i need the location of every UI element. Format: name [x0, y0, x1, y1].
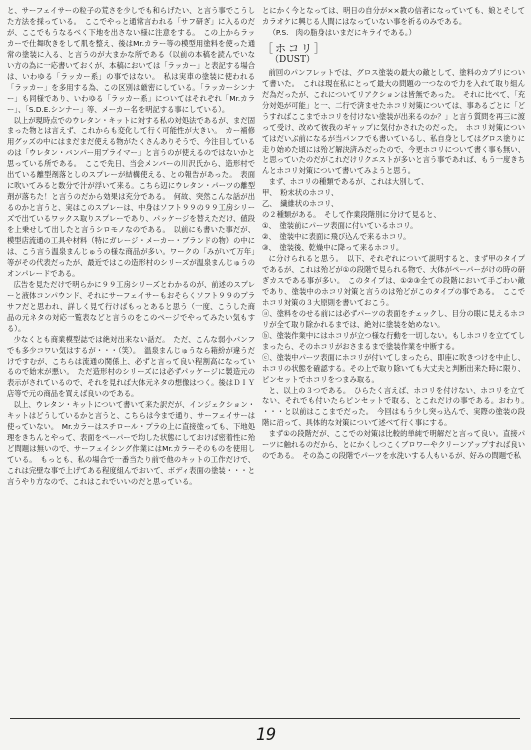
paragraph: に分けられると思う。 以下、それぞれについて説明すると、まず甲のタイプであるが、これは殆どが①の段階で見られる物で、大体がペーパーがけの時の研ぎカスである事が多い。 このタイプは、①②③全ての段階において手ごわい敵であり、塗装中のホコリ対策と言うのは殆どがこのタイプの事である。 ここでホコリ対策の３大原則を書いておこう。: [262, 254, 525, 307]
section-heading: ［ホコリ］: [262, 41, 327, 55]
principle-text: 塗装作業中にはホコリが立つ様な行動を一切しない。もしホコリを立ててしまったら、そのホコリがおさまるまで塗装作業を中断する。: [262, 330, 525, 351]
principle-item: [262, 309, 525, 331]
paragraph: 以上、ウレタン・キットについて書いて来た訳だが、インジェクション・キットはどうしているかと言うと、こちらは今まで通り、サーフェイサーは使っていない。 Mr.カラーはスチロール・プラの上に直接塗っても、下地処理をきちんとやって、表面をペーパーで均した状態にしておけば密着性に殆ど問題は無いので、サーフェイシング作業にはMr.カラーそのものを使用している。 もっとも、私の場合で一番当たり前で他のキットの工作だけで、これは完壁な事で上げてある程度組んでおいて、ボディ表面の塗装・・・と言うやり方なので、これはこれでいいのだと思っている。: [7, 400, 255, 486]
principle-item: [262, 353, 525, 386]
list-item: の２種類がある。 そして作業段階別に分けて見ると、: [262, 210, 441, 220]
paragraph: 以上が現時点でのウレタン・キットに対する私の対処法であるが、まだ固まった物とは言えず、これからも変化して行く可能性が大きい。 カー補修用グッズの中にはまだまだ使える物がたくさんありそうで、今注目しているのは「ウレタン・バンパー用プライマー」と言うのが使えるのではないかと思っている所である。 ここで先日、当会メンバーの川沢氏から、造形村で出ている離型剤落としのスプレーが結構使える、との報告があった。 表面に吹いてみると数分で汁が浮いて来る。こちら辺にウレタン・パーツの離型剤が落ちた！と言うのだから効果は充分である。 何故、突然こんな話が出るのかと言うと、実はこのスプレーは、中身はソフト９９の９９工房シリーズで出ているワックス取りスプレーであり、パッケージを替えただけ、値段を上乗せして出したと言うシロモノなのである。 以前にも書いた事だが、模型店流通の工具や材料（特にガレージ・メーカー・ブランドの物）の中には、こう言う温泉まんじゅうの様な商品が多い。ワークの「みがいて万年」等がその代表だったが、最近ではこの造形村のシリーズが温泉まんじゅうのオンパレードである。: [7, 115, 255, 278]
section-subheading: （DUST）: [270, 54, 315, 65]
paragraph: まず①の段階だが、ここでの対策は比較的単純で明解だと言って良い。直接パーツに触れるのだから、とにかくしつこくブロワーやクリーンアップすれば良いのである。 その為この段階でパーツを水洗いする人もいるが、好みの問題で私: [262, 429, 525, 461]
principle-text: 塗料をのせる前には必ずパーツの表面をチェックし、目分の眼に見えるホコリが全て取り除かれるまでは、絶対に塗装を始めない。: [262, 308, 525, 329]
list-item: 乙、 繊維状のホコリ、: [262, 199, 339, 209]
principle-item: [262, 331, 525, 353]
paragraph: 広告を見ただけで明らかに９９工房シリーズとわかるのが、前述のスプレーと液体コンパウンド、それにサーフェイサーもおそらくソフト９９のプラサフだと思われ、詳しく見て行けばもっとあると思う（一度、こうした商品の元ネタの対応一覧表などと言うのをこのページでやってみたい気もする）。: [7, 279, 255, 333]
right-column: [262, 6, 525, 726]
paragraph: とにかく今となっては、明日の自分が××教の信者になっていても、娘とそしてカラオケに興じる人間にはなっていない事を祈るのみである。: [262, 6, 525, 26]
paragraph: と、サーフェイサーの粒子の荒さを少しでも和らげたい、と言う事でこうした方法を採っている。 ここでやっと通常言われる「サフ研ぎ」に入るのだが、ここでもうなるべく下地を出さない様に注意をする。 この上からラッカーで仕舞吹きをして肌を整え、後はMr.カラー等の模型用塗料を使った通常の塗装に入る、と言うのが大まかな所である（以前の本稿を読んでいない方の為に一応書いておくが、本稿においては「ラッカー」と表記する場合は、いわゆる「ラッカー系」の事ではない。 私は実車の塗装に使われる「ラッカー」を多用する為、この区別は厳密にしている。「ラッカーシンナー」も同様であり、いわゆる「ラッカー系」についてはそれぞれ「Mr.カラー」、「S.D.E.シンナー」等、メーカー名を明記する事にしている）。: [7, 6, 255, 114]
list-item: ③、 塗装後、乾燥中に降って来るホコリ。: [262, 243, 404, 253]
paragraph: まず、ホコリの種類であるが、これは大別して、: [268, 177, 429, 187]
list-item: ①、 塗装前にパーツ表面に付いているホコリ。: [262, 221, 418, 231]
footer-rule: [10, 718, 520, 719]
paragraph: 少なくとも商業模型誌では絶対出来ない話だ。 ただ、こんな弱小パンフでも多少コワい気はするが・・・（笑）。 温泉まんじゅうなら箱紛が違うだけですむが、こちらは流通の関係上、必ずと言って良い程割高になっているので始末が悪い。 ただ造形村のシリーズには必ずパッケージに製造元の表示がされているので、それを見れば大体元ネタの想像はつく。後はＤＩＹ店等で元の商品を買えば良いのである。: [7, 334, 255, 399]
list-item: ②、 塗装中に表面に飛び込んで来るホコリ。: [262, 232, 411, 242]
page-number: 19: [255, 725, 277, 745]
principle-text: 塗装中パーツ表面にホコリが付いてしまったら、即座に吹きつけを中止し、ホコリの状態を確認する。その上で取り除いても大丈夫と判断出来た時に限り、ピンセットでホコリをつまみ取る。: [262, 352, 525, 384]
paragraph: と、以上の３つである。 ひらたく言えば、ホコリを付けない、ホコリを立てない、それでも付いたらピンセットで取る、とこれだけの事である。おわり。 ・・・と以前はここまでだった。 今回はもう少し突っ込んで、実際の塗装の段階に沿って、具体的な対策について述べて行く事にする。: [262, 385, 525, 428]
postscript: （P.S. 肉の脂身はいまだにキライである。）: [268, 27, 416, 37]
principle-mark: ⓐ、: [262, 308, 277, 318]
left-column: [7, 6, 255, 726]
principle-mark: ⓒ、: [262, 352, 277, 362]
list-item: 甲、 粉末状のホコリ、: [262, 188, 339, 198]
principle-mark: ⓑ、: [262, 330, 277, 340]
paragraph: 前回のパンフレットでは、グロス塗装の最大の敵として、塗料のカブリについて書いた。 これは現在私にとって最大の問題の一つなので力を入れて取り組んだ為だったが、これについてリアクションは皆無であった。 それに比べて、「充分対処が可能」と一、二行で済ませたホコリ対策については、事あるごとに「どうすればここまでホコリを付けない塗装が出来るのか？」と言う質問を再三に渡って受け、改めて彼我のギャップに気付かされたのだった。 ホコリ対策についてはだいぶ前になるが当パンフでも書いているし、私自身としてはグロス塗りに走り始めた頃には殆ど解決済みだったので、今更ホコリについて書く事も無い、と思っていたのだがこれだけリクエストが多いと言う事であれば、もう一度きちんとホコリ対策について書いてみようと思う。: [262, 67, 525, 176]
